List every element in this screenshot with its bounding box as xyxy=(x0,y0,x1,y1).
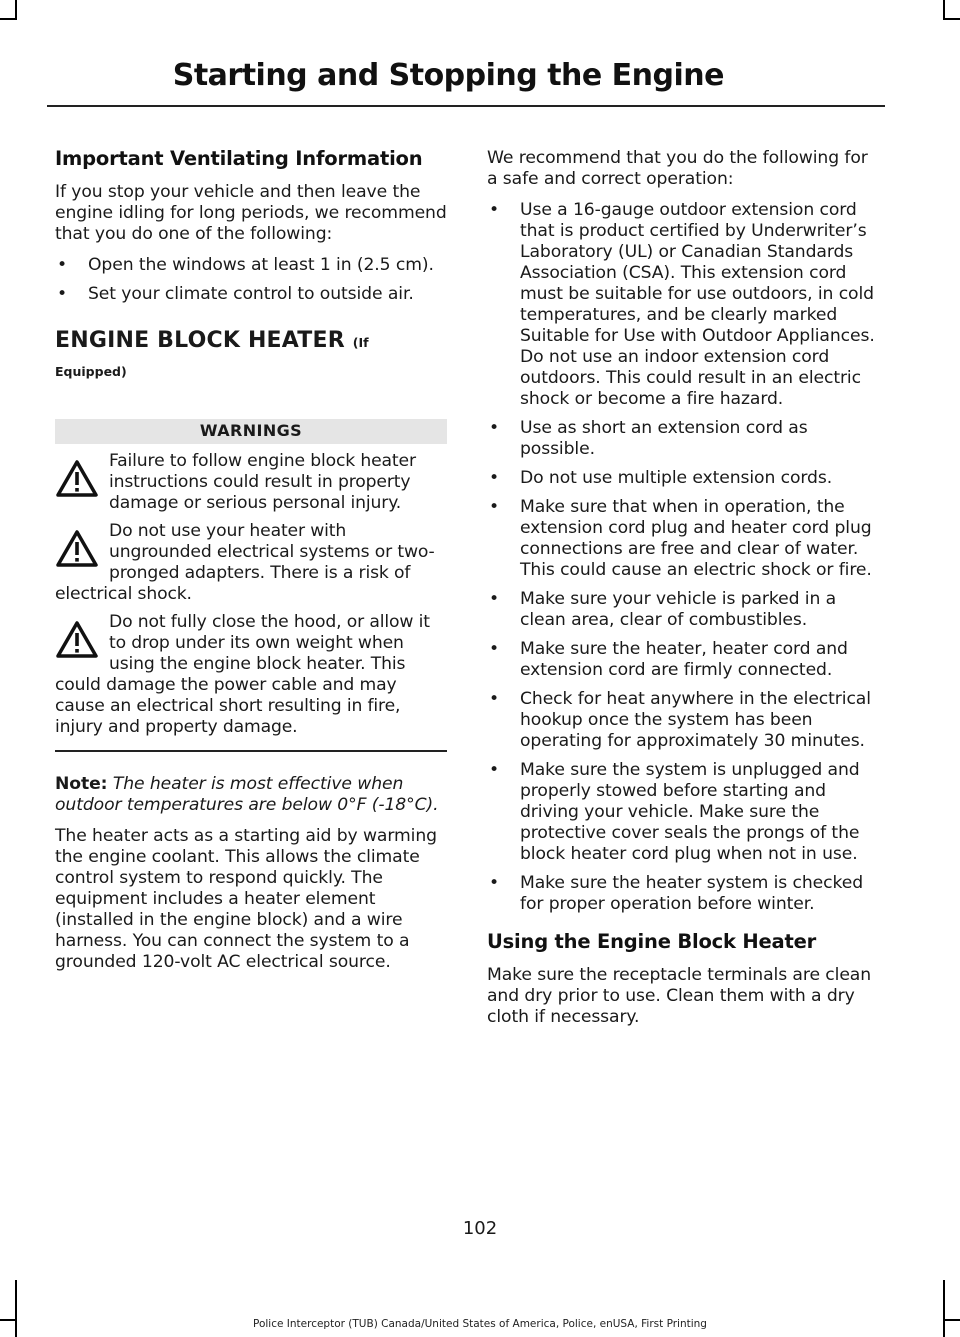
ventilating-list xyxy=(55,255,447,305)
list-item-text: Set your climate control to outside air. xyxy=(88,284,414,304)
warning-text: Do not use your heater with ungrounded electrical systems or two-pronged adapters. There is a risk of electrical shock. xyxy=(55,521,435,604)
list-item: • Do not use multiple extension cords. xyxy=(489,468,833,488)
warning-triangle-icon xyxy=(55,529,99,569)
list-item: • Make sure your vehicle is parked in a clean area, clear of combustibles. xyxy=(489,589,837,630)
crop-mark xyxy=(943,18,960,20)
engine-block-heater-heading xyxy=(55,327,447,357)
recommend-intro: We recommend that you do the following for a safe and correct operation: xyxy=(487,148,868,189)
crop-mark xyxy=(943,0,945,20)
list-item: • Make sure the heater system is checked for proper operation before winter. xyxy=(489,873,864,914)
ventilating-heading: Important Ventilating Information xyxy=(55,147,423,170)
warning-triangle-icon xyxy=(55,459,99,499)
engine-heading-text: ENGINE BLOCK HEATER xyxy=(55,328,345,353)
warning-item xyxy=(55,521,447,605)
list-item: • Make sure the heater, heater cord and extension cord are firmly connected. xyxy=(489,639,848,680)
list-item-text: Use as short an extension cord as possible. xyxy=(520,418,808,459)
right-column xyxy=(487,146,879,1038)
warning-text: Do not fully close the hood, or allow it to drop under its own weight when using the engine block heater. This could damage the power cable and may cause an electrical short resulting in fire, injury and property damage. xyxy=(55,612,430,737)
warning-item xyxy=(55,451,447,514)
warning-item xyxy=(55,612,447,738)
using-heater-heading: Using the Engine Block Heater xyxy=(487,930,817,953)
list-item: • Set your climate control to outside air. xyxy=(57,284,414,304)
warnings-header: WARNINGS xyxy=(55,419,447,444)
heater-paragraph: The heater acts as a starting aid by warming the engine coolant. This allows the climate control system to respond quickly. The equipment includes a heater element (installed in the engine block) and a wire harness. You can connect the system to a grounded 120-volt AC electrical source. xyxy=(55,825,437,972)
note-paragraph xyxy=(55,774,447,816)
note-label: Note: xyxy=(55,773,108,794)
page-number: 102 xyxy=(462,1218,498,1239)
list-item: • Make sure the system is unplugged and properly stowed before starting and driving your vehicle. Make sure the protective cover seals the prongs of the block heater cord plug when not in use. xyxy=(489,760,860,864)
list-item-text: Do not use multiple extension cords. xyxy=(520,468,833,488)
list-item-text: Open the windows at least 1 in (2.5 cm). xyxy=(88,255,434,275)
warning-text: Failure to follow engine block heater instructions could result in property damage or serious personal injury. xyxy=(109,451,416,513)
list-item: • Check for heat anywhere in the electrical hookup once the system has been operating for approximately 30 minutes. xyxy=(489,689,871,751)
using-heater-paragraph: Make sure the receptacle terminals are clean and dry prior to use. Clean them with a dry cloth if necessary. xyxy=(487,965,872,1027)
recommend-list xyxy=(487,200,879,915)
list-item: • Open the windows at least 1 in (2.5 cm). xyxy=(57,255,434,275)
engine-heading-suffix-line2: Equipped) xyxy=(55,364,127,379)
engine-heading-suffix: (If xyxy=(352,335,369,350)
list-item-text: Check for heat anywhere in the electrical hookup once the system has been operating for approximately 30 minutes. xyxy=(520,689,871,751)
list-item: • Use a 16-gauge outdoor extension cord that is product certified by Underwriter’s Laboratory (UL) or Canadian Standards Association (CSA). This extension cord must be suitable for use outdoors, in cold temperatures, and be clearly marked Suitable for Use with Outdoor Appliances. Do not use an indoor extension cord outdoors. This could result in an electric shock or become a fire hazard. xyxy=(489,200,875,409)
list-item-text: Use a 16-gauge outdoor extension cord that is product certified by Underwriter’s Laboratory (UL) or Canadian Standards Association (CSA). This extension cord must be suitable for use outdoors, in cold temperatures, and be clearly marked Suitable for Use with Outdoor Appliances. Do not use an indoor extension cord outdoors. This could result in an electric shock or become a fire hazard. xyxy=(520,200,875,409)
header-divider xyxy=(47,105,885,107)
note-text: The heater is most effective when outdoor temperatures are below 0°F (-18°C). xyxy=(55,773,439,815)
warnings-divider xyxy=(55,750,447,752)
page-title: Starting and Stopping the Engine xyxy=(172,58,724,93)
list-item: • Make sure that when in operation, the extension cord plug and heater cord plug connections are free and clear of water. This could cause an electric shock or fire. xyxy=(489,497,872,580)
list-item-text: Make sure that when in operation, the extension cord plug and heater cord plug connections are free and clear of water. This could cause an electric shock or fire. xyxy=(520,497,872,580)
crop-mark xyxy=(0,18,17,20)
warning-triangle-icon xyxy=(55,620,99,660)
list-item-text: Make sure the heater, heater cord and extension cord are firmly connected. xyxy=(520,639,848,680)
print-footer: Police Interceptor (TUB) Canada/United States of America, Police, enUSA, First Printing xyxy=(253,1318,707,1330)
crop-mark xyxy=(15,0,17,20)
ventilating-intro: If you stop your vehicle and then leave the engine idling for long periods, we recommend that you do one of the following: xyxy=(55,182,447,244)
list-item-text: Make sure the heater system is checked for proper operation before winter. xyxy=(520,873,864,914)
list-item-text: Make sure your vehicle is parked in a clean area, clear of combustibles. xyxy=(520,589,837,630)
list-item-text: Make sure the system is unplugged and properly stowed before starting and driving your vehicle. Make sure the protective cover seals the prongs of the block heater cord plug when not in use. xyxy=(520,760,860,864)
list-item: • Use as short an extension cord as possible. xyxy=(489,418,808,459)
left-column xyxy=(55,146,447,983)
